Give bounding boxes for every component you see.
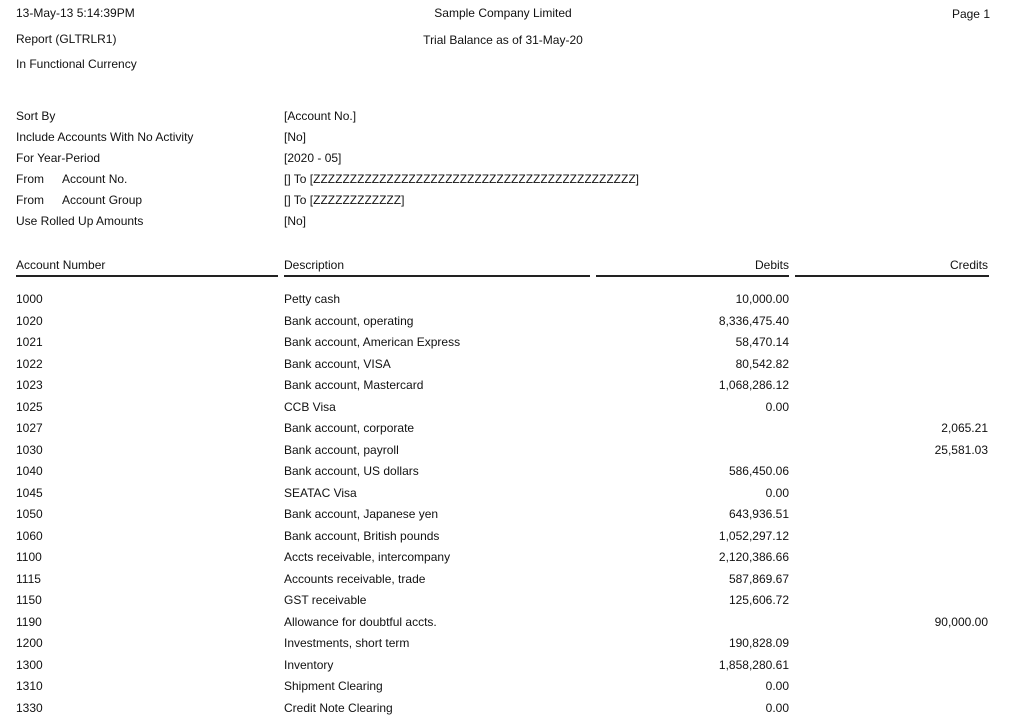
description-cell: SEATAC Visa: [284, 486, 357, 500]
description-cell: Shipment Clearing: [284, 679, 383, 693]
credit-cell: 25,581.03: [934, 443, 988, 457]
debit-cell: 58,470.14: [735, 335, 789, 349]
account-number-cell: 1300: [16, 658, 43, 672]
criteria-label: Use Rolled Up Amounts: [16, 214, 144, 228]
criteria-sublabel: Account No.: [62, 172, 128, 186]
account-number-cell: 1150: [16, 593, 42, 607]
criteria-label: Include Accounts With No Activity: [16, 130, 194, 144]
criteria-sublabel: Account Group: [62, 193, 143, 207]
debit-cell: 80,542.82: [735, 357, 789, 371]
account-number-cell: 1022: [16, 357, 43, 371]
criteria-label: From: [16, 193, 44, 207]
report-date-time: 13-May-13 5:14:39PM: [16, 6, 135, 20]
account-number-cell: 1020: [16, 314, 43, 328]
description-cell: Allowance for doubtful accts.: [284, 615, 437, 629]
account-number-cell: 1050: [16, 507, 43, 521]
col-header-description: Description: [284, 258, 345, 272]
criteria-value: [] To [ZZZZZZZZZZZZZZZZZZZZZZZZZZZZZZZZZZZZZZZZZZZZ]: [284, 172, 639, 186]
criteria-label: From: [16, 172, 44, 186]
debit-cell: 587,869.67: [728, 572, 789, 586]
description-cell: Accounts receivable, trade: [284, 572, 426, 586]
description-cell: CCB Visa: [284, 400, 336, 414]
header-underline-debits: [596, 275, 789, 277]
col-header-account-number: Account Number: [16, 258, 106, 272]
report-title: Trial Balance as of 31-May-20: [423, 33, 583, 47]
account-number-cell: 1100: [16, 550, 42, 564]
description-cell: Accts receivable, intercompany: [284, 550, 451, 564]
criteria-value: [Account No.]: [284, 109, 357, 123]
criteria-value: [2020 - 05]: [284, 151, 342, 165]
description-cell: Bank account, Mastercard: [284, 378, 424, 392]
account-number-cell: 1330: [16, 701, 43, 715]
description-cell: GST receivable: [284, 593, 367, 607]
debit-cell: 10,000.00: [735, 292, 789, 306]
description-cell: Bank account, VISA: [284, 357, 391, 371]
description-cell: Inventory: [284, 658, 334, 672]
description-cell: Petty cash: [284, 292, 341, 306]
credit-cell: 2,065.21: [941, 421, 988, 435]
description-cell: Investments, short term: [284, 636, 410, 650]
account-number-cell: 1115: [16, 572, 41, 586]
criteria-label: For Year-Period: [16, 151, 101, 165]
debit-cell: 0.00: [765, 486, 789, 500]
account-number-cell: 1023: [16, 378, 43, 392]
debit-cell: 125,606.72: [728, 593, 789, 607]
account-number-cell: 1045: [16, 486, 43, 500]
criteria-value: [No]: [284, 130, 307, 144]
criteria-value: [No]: [284, 214, 307, 228]
debit-cell: 586,450.06: [728, 464, 789, 478]
debit-cell: 0.00: [765, 679, 789, 693]
debit-cell: 0.00: [765, 701, 789, 715]
account-number-cell: 1310: [16, 679, 43, 693]
credit-cell: 90,000.00: [934, 615, 988, 629]
account-number-cell: 1000: [16, 292, 43, 306]
account-number-cell: 1040: [16, 464, 43, 478]
report-id: Report (GLTRLR1): [16, 32, 117, 46]
debit-cell: 2,120,386.66: [718, 550, 789, 564]
account-number-cell: 1021: [16, 335, 43, 349]
page-number: Page 1: [951, 7, 990, 21]
description-cell: Bank account, US dollars: [284, 464, 419, 478]
description-cell: Bank account, British pounds: [284, 529, 440, 543]
company-name: Sample Company Limited: [434, 6, 572, 20]
account-number-cell: 1027: [16, 421, 43, 435]
debit-cell: 8,336,475.40: [718, 314, 789, 328]
debit-cell: 190,828.09: [728, 636, 789, 650]
criteria-label: Sort By: [16, 109, 56, 123]
header-underline-description: [284, 275, 590, 277]
description-cell: Bank account, payroll: [284, 443, 399, 457]
account-number-cell: 1190: [16, 615, 42, 629]
header-underline-credits: [795, 275, 989, 277]
account-number-cell: 1200: [16, 636, 43, 650]
description-cell: Bank account, operating: [284, 314, 414, 328]
debit-cell: 1,052,297.12: [718, 529, 789, 543]
description-cell: Bank account, American Express: [284, 335, 461, 349]
debit-cell: 1,068,286.12: [718, 378, 789, 392]
col-header-credits: Credits: [949, 258, 988, 272]
debit-cell: 0.00: [765, 400, 789, 414]
description-cell: Bank account, Japanese yen: [284, 507, 439, 521]
currency-note: In Functional Currency: [16, 57, 137, 71]
description-cell: Bank account, corporate: [284, 421, 415, 435]
debit-cell: 643,936.51: [728, 507, 789, 521]
debit-cell: 1,858,280.61: [718, 658, 789, 672]
account-number-cell: 1060: [16, 529, 43, 543]
description-cell: Credit Note Clearing: [284, 701, 393, 715]
account-number-cell: 1025: [16, 400, 43, 414]
account-number-cell: 1030: [16, 443, 43, 457]
criteria-value: [] To [ZZZZZZZZZZZZ]: [284, 193, 405, 207]
col-header-debits: Debits: [754, 258, 789, 272]
header-underline-account: [16, 275, 278, 277]
